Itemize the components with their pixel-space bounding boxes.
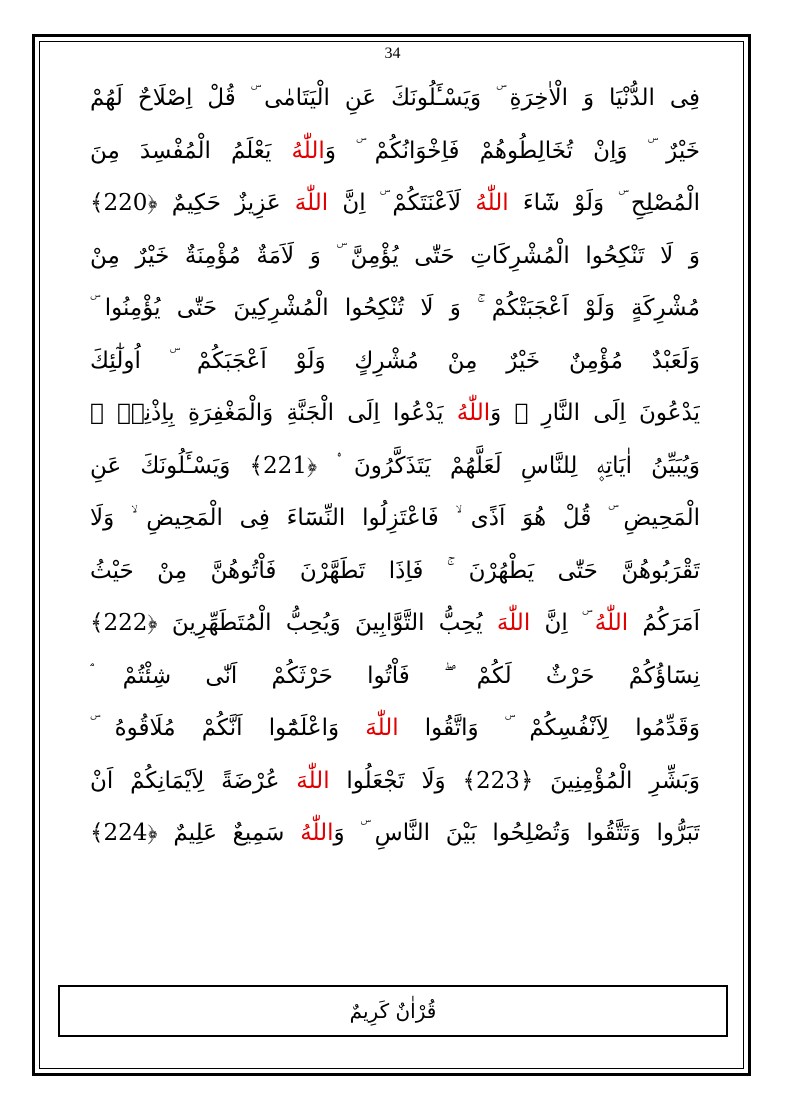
highlighted-mark: اللّٰهَ: [496, 610, 531, 636]
highlighted-mark: اللّٰهُ: [456, 400, 491, 426]
verse-line-6: وَلَعَبْدٌ مُؤْمِنٌ خَيْرٌ مِنْ مُشْرِكٍ وَلَوْ اَعْجَبَكُمْ اُولٰٓئِكَ: [90, 347, 700, 374]
verse-line-10: تَقْرَبُوهُنَّ حَتّٰى يَطْهُرْنَ فَاِذَا تَطَهَّرْنَ فَاْتُوهُنَّ مِنْ حَيْثُ: [90, 557, 700, 584]
verse-line-15: تَبَرُّوا وَتَتَّقُوا وَتُصْلِحُوا بَيْنَ النَّاسِ وَاللّٰهُ سَمِيعٌ عَلِيمٌ ﴿224﴾: [90, 820, 700, 846]
verse-line-3: الْمُصْلِحِ وَلَوْ شَٓاءَ اللّٰهُ لَاَعْنَتَكُمْ اِنَّ اللّٰهَ عَزِيزٌ حَكِيمٌ ﴿220﴾: [90, 190, 700, 216]
verse-line-1: فِى الدُّنْيَا وَ الْاٰخِرَةِ وَيَسْـَٔلُونَكَ عَنِ الْيَتَامٰى قُلْ اِصْلَاحٌ لَهُمْ: [90, 85, 700, 111]
verse-line-4: وَ لَا تَنْكِحُوا الْمُشْرِكَاتِ حَتّٰى يُؤْمِنَّ وَ لَاَمَةٌ مُؤْمِنَةٌ خَيْرٌ مِنْ: [90, 242, 700, 269]
highlighted-mark: اللّٰهُ: [300, 820, 334, 846]
quran-text-block: [90, 72, 700, 860]
highlighted-mark: اللّٰهَ: [365, 715, 399, 741]
verse-line-14: وَبَشِّرِ الْمُؤْمِنِينَ ﴿223﴾ وَلَا تَجْعَلُوا اللّٰهَ عُرْضَةً لِاَيْمَانِكُمْ اَنْ: [90, 767, 700, 794]
verse-line-12: نِسَٓاؤُكُمْ حَرْثٌ لَكُمْ فَاْتُوا حَرْثَكُمْ اَنّٰى شِئْتُمْ: [90, 662, 700, 689]
highlighted-mark: اللّٰهُ: [475, 190, 509, 216]
highlighted-mark: اللّٰهَ: [294, 190, 329, 216]
verse-line-5: مُشْرِكَةٍ وَلَوْ اَعْجَبَتْكُمْ وَ لَا تُنْكِحُوا الْمُشْرِكِينَ حَتّٰى يُؤْمِنُوا: [90, 295, 700, 321]
verse-line-9: الْمَحِيضِ قُلْ هُوَ اَذًى فَاعْتَزِلُوا النِّسَٓاءَ فِى الْمَحِيضِ وَلَا: [90, 505, 700, 531]
verse-line-11: اَمَرَكُمُ اللّٰهُ اِنَّ اللّٰهَ يُحِبُّ التَّوَّابِينَ وَيُحِبُّ الْمُتَطَهِّرِينَ ﴿222﴾: [90, 610, 700, 636]
verse-line-7: يَدْعُونَ اِلَى النَّارِ وَاللّٰهُ يَدْعُوا اِلَى الْجَنَّةِ وَالْمَغْفِرَةِ بِاِذْنِه۪: [90, 400, 700, 426]
footer-box: [58, 985, 728, 1037]
highlighted-mark: اللّٰهُ: [594, 610, 629, 636]
highlighted-mark: اللّٰهُ: [291, 137, 325, 164]
page-number: 34: [384, 45, 401, 62]
footer-title: قُرْاٰنٌ كَرِيمٌ: [349, 999, 437, 1023]
verse-line-2: خَيْرٌ وَاِنْ تُخَالِطُوهُمْ فَاِخْوَانُكُمْ وَاللّٰهُ يَعْلَمُ الْمُفْسِدَ مِنَ: [90, 137, 700, 164]
verse-line-13: وَقَدِّمُوا لِاَنْفُسِكُمْ وَاتَّقُوا اللّٰهَ وَاعْلَمُٓوا اَنَّكُمْ مُلَاقُوهُ: [90, 715, 700, 741]
verse-line-8: وَيُبَيِّنُ اٰيَاتِه۪ لِلنَّاسِ لَعَلَّهُمْ يَتَذَكَّرُونَ ﴿221﴾ وَيَسْـَٔلُونَكَ عَنِ: [90, 452, 700, 479]
highlighted-mark: اللّٰهَ: [296, 767, 330, 794]
